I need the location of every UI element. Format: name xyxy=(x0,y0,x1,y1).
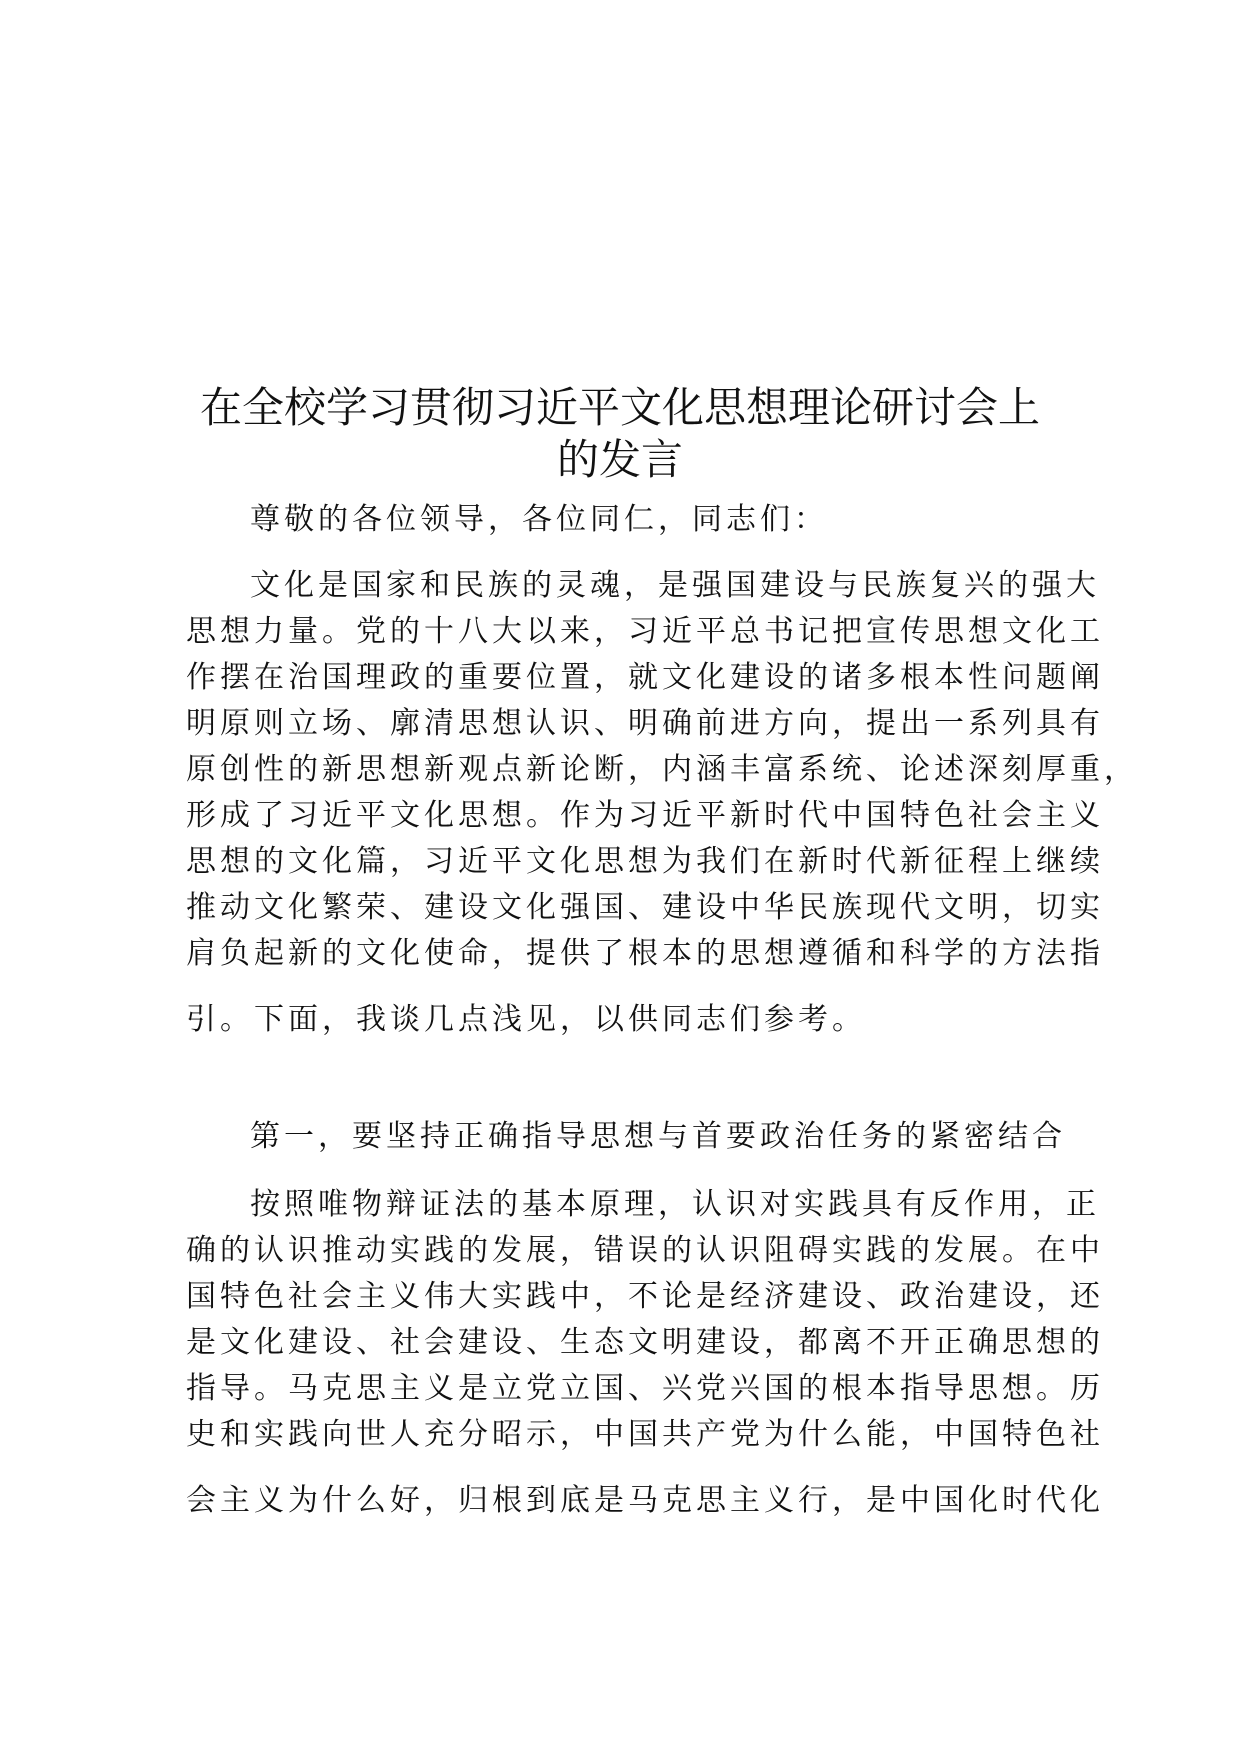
paragraph-2-line: 史和实践向世人充分昭示，中国共产党为什么能，中国特色社 xyxy=(186,1417,1104,1452)
paragraph-1-line: 引。下面，我谈几点浅见，以供同志们参考。 xyxy=(186,1002,866,1037)
section-1-heading: 第一，要坚持正确指导思想与首要政治任务的紧密结合 xyxy=(250,1119,1066,1154)
paragraph-1-line: 思想力量。党的十八大以来，习近平总书记把宣传思想文化工 xyxy=(186,614,1104,649)
paragraph-2-line: 国特色社会主义伟大实践中，不论是经济建设、政治建设，还 xyxy=(186,1279,1104,1314)
paragraph-1-line: 形成了习近平文化思想。作为习近平新时代中国特色社会主义 xyxy=(186,798,1104,833)
salutation: 尊敬的各位领导，各位同仁，同志们： xyxy=(250,502,828,537)
paragraph-1-line: 思想的文化篇，习近平文化思想为我们在新时代新征程上继续 xyxy=(186,844,1104,879)
paragraph-2-line: 按照唯物辩证法的基本原理，认识对实践具有反作用，正 xyxy=(250,1187,1100,1222)
paragraph-2-line: 是文化建设、社会建设、生态文明建设，都离不开正确思想的 xyxy=(186,1325,1104,1360)
paragraph-2-line: 会主义为什么好，归根到底是马克思主义行，是中国化时代化 xyxy=(186,1483,1104,1518)
document-title-line-1: 在全校学习贯彻习近平文化思想理论研讨会上 xyxy=(199,383,1040,432)
paragraph-2-line: 确的认识推动实践的发展，错误的认识阻碍实践的发展。在中 xyxy=(186,1233,1104,1268)
paragraph-1-line: 明原则立场、廓清思想认识、明确前进方向，提出一系列具有 xyxy=(186,706,1104,741)
paragraph-2-line: 指导。马克思主义是立党立国、兴党兴国的根本指导思想。历 xyxy=(186,1371,1104,1406)
paragraph-1-line: 推动文化繁荣、建设文化强国、建设中华民族现代文明，切实 xyxy=(186,890,1104,925)
document-title-line-2: 的发言 xyxy=(556,435,683,484)
paragraph-1-line: 原创性的新思想新观点新论断，内涵丰富系统、论述深刻厚重， xyxy=(186,752,1138,787)
paragraph-1-line: 肩负起新的文化使命，提供了根本的思想遵循和科学的方法指 xyxy=(186,936,1104,971)
paragraph-1-line: 文化是国家和民族的灵魂，是强国建设与民族复兴的强大 xyxy=(250,568,1100,603)
paragraph-1-line: 作摆在治国理政的重要位置，就文化建设的诸多根本性问题阐 xyxy=(186,660,1104,695)
